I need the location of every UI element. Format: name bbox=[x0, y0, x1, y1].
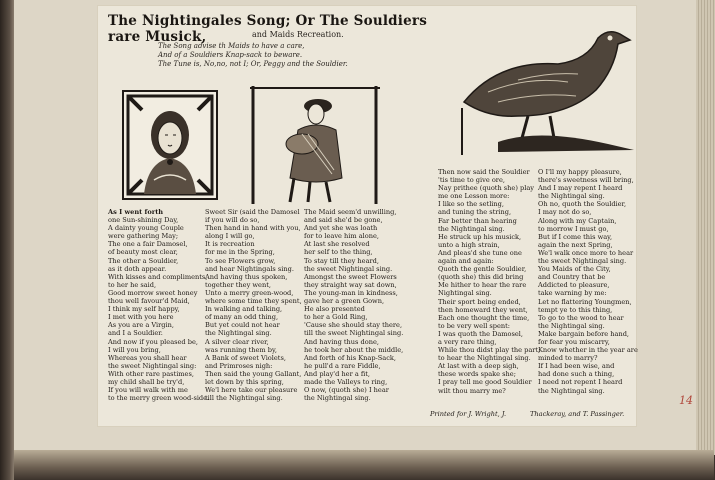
verse-line: With kisses and compliments, bbox=[108, 272, 208, 281]
verse-line: We'l walk once more to hear bbox=[538, 248, 634, 257]
verse-line: As I went forth bbox=[108, 208, 164, 216]
verse-line: It is recreation bbox=[205, 240, 255, 249]
verse-line: And now if you pleased be, bbox=[108, 337, 198, 346]
verse-line: had done such a thing, bbox=[538, 370, 615, 379]
verse-line: to be very well spent: bbox=[438, 321, 511, 330]
ballad-title: The Nightingales Song; Or The Souldiers rare Musick, bbox=[108, 13, 428, 45]
verse-line: Then said the young Gallant, bbox=[205, 369, 302, 378]
verse-line: And having thus done, bbox=[304, 337, 379, 346]
verse-line: We'l here take our pleasure bbox=[205, 386, 298, 395]
verse-line: he took her about the middle, bbox=[304, 345, 404, 354]
tune-note bbox=[158, 42, 478, 69]
imprint-left: Printed for J. Wright, J. bbox=[430, 410, 507, 418]
verse-line: let down by this spring, bbox=[205, 377, 284, 386]
woodcut-lady-portrait bbox=[122, 90, 218, 200]
verse-line: minded to marry? bbox=[538, 354, 598, 363]
verse-line: He struck up his musick, bbox=[438, 232, 522, 241]
verse-line: tempt ye to this thing, bbox=[538, 305, 613, 314]
verse-line: Make bargain before hand, bbox=[538, 329, 630, 338]
verse-line: along I will go, bbox=[205, 232, 255, 241]
verse-line: To go to the wood to hear bbox=[538, 313, 624, 322]
ballad-subtitle: and Maids Recreation. bbox=[252, 30, 344, 39]
verse-line: O now, (quoth she) I hear bbox=[304, 386, 389, 395]
verse-line: Then hand in hand with you, bbox=[205, 224, 301, 233]
verse-line: Sweet Sir (said the Damosel bbox=[205, 208, 300, 216]
verse-line: The other a Souldier, bbox=[108, 256, 179, 265]
verse-line: To stay till they heard, bbox=[304, 256, 379, 265]
verse-line: there's sweetness will bring, bbox=[538, 176, 634, 185]
verse-line: In walking and talking, bbox=[205, 305, 283, 314]
verse-line: With other rare pastimes, bbox=[108, 369, 194, 378]
verse-line: were gathering May; bbox=[108, 232, 179, 241]
verse-line: While thou didst play the part, bbox=[438, 346, 541, 355]
verse-line: if you will do so, bbox=[205, 216, 260, 225]
verse-line: Let no flattering Youngmen, bbox=[538, 297, 632, 306]
verse-line: again and again: bbox=[438, 257, 494, 266]
verse-line: I like so the setling, bbox=[438, 200, 504, 209]
verse-line: Each one thought the time, bbox=[438, 313, 530, 322]
verse-line: and hear Nightingals sing. bbox=[205, 264, 294, 273]
verse-line: Their sport being ended, bbox=[438, 297, 521, 306]
verse-line: and Primroses nigh: bbox=[205, 361, 273, 370]
verse-line: take warning by me: bbox=[538, 289, 607, 298]
verse-line: the Nightingal sing. bbox=[538, 192, 605, 201]
verse-line: I think my self happy, bbox=[108, 305, 180, 314]
verse-line: and tuning the string, bbox=[438, 208, 512, 217]
verse-line: the Nightingal sing. bbox=[304, 394, 371, 403]
verse-line: gave her a green Gown, bbox=[304, 297, 385, 306]
verse-line: till the Nightingal sing. bbox=[205, 394, 283, 403]
verse-line: Nay prithee (quoth she) play bbox=[438, 184, 534, 193]
page-edges bbox=[696, 0, 715, 455]
verse-line: he pull'd a rare Fiddle, bbox=[304, 361, 381, 370]
verse-line: At last with a deep sigh, bbox=[438, 362, 519, 371]
verse-line: Addicted to pleasure, bbox=[538, 281, 610, 290]
verse-line: As you are a Virgin, bbox=[108, 321, 174, 330]
verse-column-3 bbox=[304, 208, 403, 402]
verse-line: together they went, bbox=[205, 280, 271, 289]
verse-line: thou well favour'd Maid, bbox=[108, 297, 190, 306]
verse-line: Me hither to hear the rare bbox=[438, 281, 527, 290]
verse-line: And pleas'd she tune one bbox=[438, 248, 522, 257]
verse-line: (quoth she) this did bring bbox=[438, 273, 524, 282]
verse-line: If I had been wise, and bbox=[538, 362, 615, 371]
verse-line: for me in the Spring, bbox=[205, 248, 275, 257]
verse-line: of beauty most clear, bbox=[108, 248, 178, 257]
verse-line: Quoth the gentle Souldier, bbox=[438, 265, 527, 274]
verse-line: The young-man in kindness, bbox=[304, 288, 398, 297]
book-spine-shadow bbox=[0, 0, 14, 480]
verse-line: If you will walk with me bbox=[108, 386, 188, 395]
verse-line: A dainty young Couple bbox=[108, 224, 184, 233]
tune-line: The Tune is, No,no, not I; Or, Peggy and the Souldier. bbox=[158, 60, 348, 68]
verse-line: my child shall be try'd, bbox=[108, 377, 185, 386]
verse-line: I met with you here bbox=[108, 313, 174, 322]
verse-line: Far better than hearing bbox=[438, 216, 517, 225]
verse-line: the sweet Nightingal sing: bbox=[108, 361, 197, 370]
verse-line: was running them by, bbox=[205, 345, 277, 354]
verse-line: You Maids of the City, bbox=[538, 265, 611, 274]
verse-line: I pray tell me good Souldier bbox=[438, 378, 532, 387]
verse-line: and Country that be bbox=[538, 273, 606, 282]
verse-line: and said she'd be gone, bbox=[304, 216, 383, 225]
verse-line: Know whether in the year are bbox=[538, 346, 638, 355]
verse-line: 'tis time to give ore, bbox=[438, 176, 505, 185]
verse-line: To see Flowers grow, bbox=[205, 256, 276, 265]
verse-line: O I'll my happy pleasure, bbox=[538, 168, 622, 176]
page-bottom-edge bbox=[14, 450, 714, 480]
verse-line: But if I come this way, bbox=[538, 232, 613, 241]
verse-line: one Sun-shining Day, bbox=[108, 216, 179, 225]
verse-line: At last she resolved bbox=[304, 240, 370, 249]
verse-column-1 bbox=[108, 208, 209, 402]
verse-line: And I may repent I heard bbox=[538, 184, 623, 193]
verse-line: Then now said the Souldier bbox=[438, 168, 530, 176]
verse-line: unto a high strain, bbox=[438, 240, 500, 249]
verse-line: the sweet Nightingal sing. bbox=[538, 257, 627, 266]
woodcut-nightingale-bird bbox=[458, 20, 636, 160]
verse-column-4 bbox=[438, 168, 540, 395]
verse-line: wilt thou marry me? bbox=[438, 386, 506, 395]
verse-line: And having thus spoken, bbox=[205, 272, 288, 281]
verse-line: He also presented bbox=[304, 305, 365, 314]
verse-line: I may not do so, bbox=[538, 208, 592, 217]
verse-line: the Nightingal sing. bbox=[538, 386, 605, 395]
verse-line: A Bank of sweet Violets, bbox=[205, 353, 286, 362]
verse-line: to hear the Nightingal sing. bbox=[438, 354, 531, 363]
verse-line: Whereas you shall hear bbox=[108, 353, 187, 362]
verse-line: And play'd her a fit, bbox=[304, 369, 371, 378]
verse-line: to the merry green wood-side. bbox=[108, 394, 210, 403]
verse-line: But yet could not hear bbox=[205, 321, 280, 330]
verse-line: of many an odd thing, bbox=[205, 313, 279, 322]
verse-line: made the Valleys to ring, bbox=[304, 377, 388, 386]
verse-line: I need not repent I heard bbox=[538, 378, 623, 387]
verse-line: till the sweet Nightingal sing. bbox=[304, 329, 404, 338]
verse-line: to morrow I must go, bbox=[538, 224, 609, 233]
tune-line: The Song advise th Maids to have a care, bbox=[158, 42, 305, 50]
verse-line: The Maid seem'd unwilling, bbox=[304, 208, 397, 216]
verse-line: 'Cause she should stay there, bbox=[304, 321, 403, 330]
verse-line: again the next Spring, bbox=[538, 240, 613, 249]
verse-column-2 bbox=[205, 208, 302, 402]
verse-line: me one Lesson more: bbox=[438, 192, 510, 201]
verse-line: the Nightingal sing. bbox=[438, 224, 505, 233]
verse-line: The one a fair Damosel, bbox=[108, 240, 188, 249]
verse-line: And forth of his Knap-Sack, bbox=[304, 353, 397, 362]
verse-line: Good morrow sweet honey bbox=[108, 288, 198, 297]
verse-line: Oh no, quoth the Souldier, bbox=[538, 200, 627, 209]
verse-line: her self to the thing, bbox=[304, 248, 373, 257]
verse-line: these words spake she; bbox=[438, 370, 516, 379]
verse-line: Unto a merry green-wood, bbox=[205, 288, 294, 297]
tune-line: And of a Souldiers Knap-sack to beware. bbox=[158, 51, 303, 59]
verse-line: as it doth appear. bbox=[108, 264, 167, 273]
verse-line: the Nightingal sing. bbox=[538, 321, 605, 330]
verse-line: Along with my Captain, bbox=[538, 216, 617, 225]
verse-line: I will you bring, bbox=[108, 345, 161, 354]
verse-line: where some time they spent, bbox=[205, 297, 302, 306]
verse-line: Nightingal sing. bbox=[438, 289, 492, 298]
imprint-right: Thackeray, and T. Passinger. bbox=[530, 410, 625, 418]
verse-line: the sweet Nightingal sing. bbox=[304, 264, 393, 273]
verse-line: and I a Souldier. bbox=[108, 329, 163, 338]
verse-line: a very rare thing, bbox=[438, 337, 497, 346]
verse-line: to her he said, bbox=[108, 280, 157, 289]
verse-line: for fear you miscarry, bbox=[538, 337, 610, 346]
verse-line: the Nightingal sing. bbox=[205, 329, 272, 338]
verse-line: then homeward they went, bbox=[438, 305, 528, 314]
verse-line: Amongst the sweet Flowers bbox=[304, 272, 397, 281]
verse-line: I was quoth the Damosel, bbox=[438, 329, 524, 338]
verse-line: to her a Gold Ring, bbox=[304, 313, 368, 322]
woodcut-soldier bbox=[250, 86, 380, 204]
page-number: 14 bbox=[679, 394, 693, 407]
verse-line: And yet she was loath bbox=[304, 224, 378, 233]
verse-line: they straight way sat down, bbox=[304, 280, 397, 289]
verse-line: for to leave him alone, bbox=[304, 232, 379, 241]
verse-line: A silver clear river, bbox=[205, 337, 269, 346]
verse-column-5 bbox=[538, 168, 638, 395]
